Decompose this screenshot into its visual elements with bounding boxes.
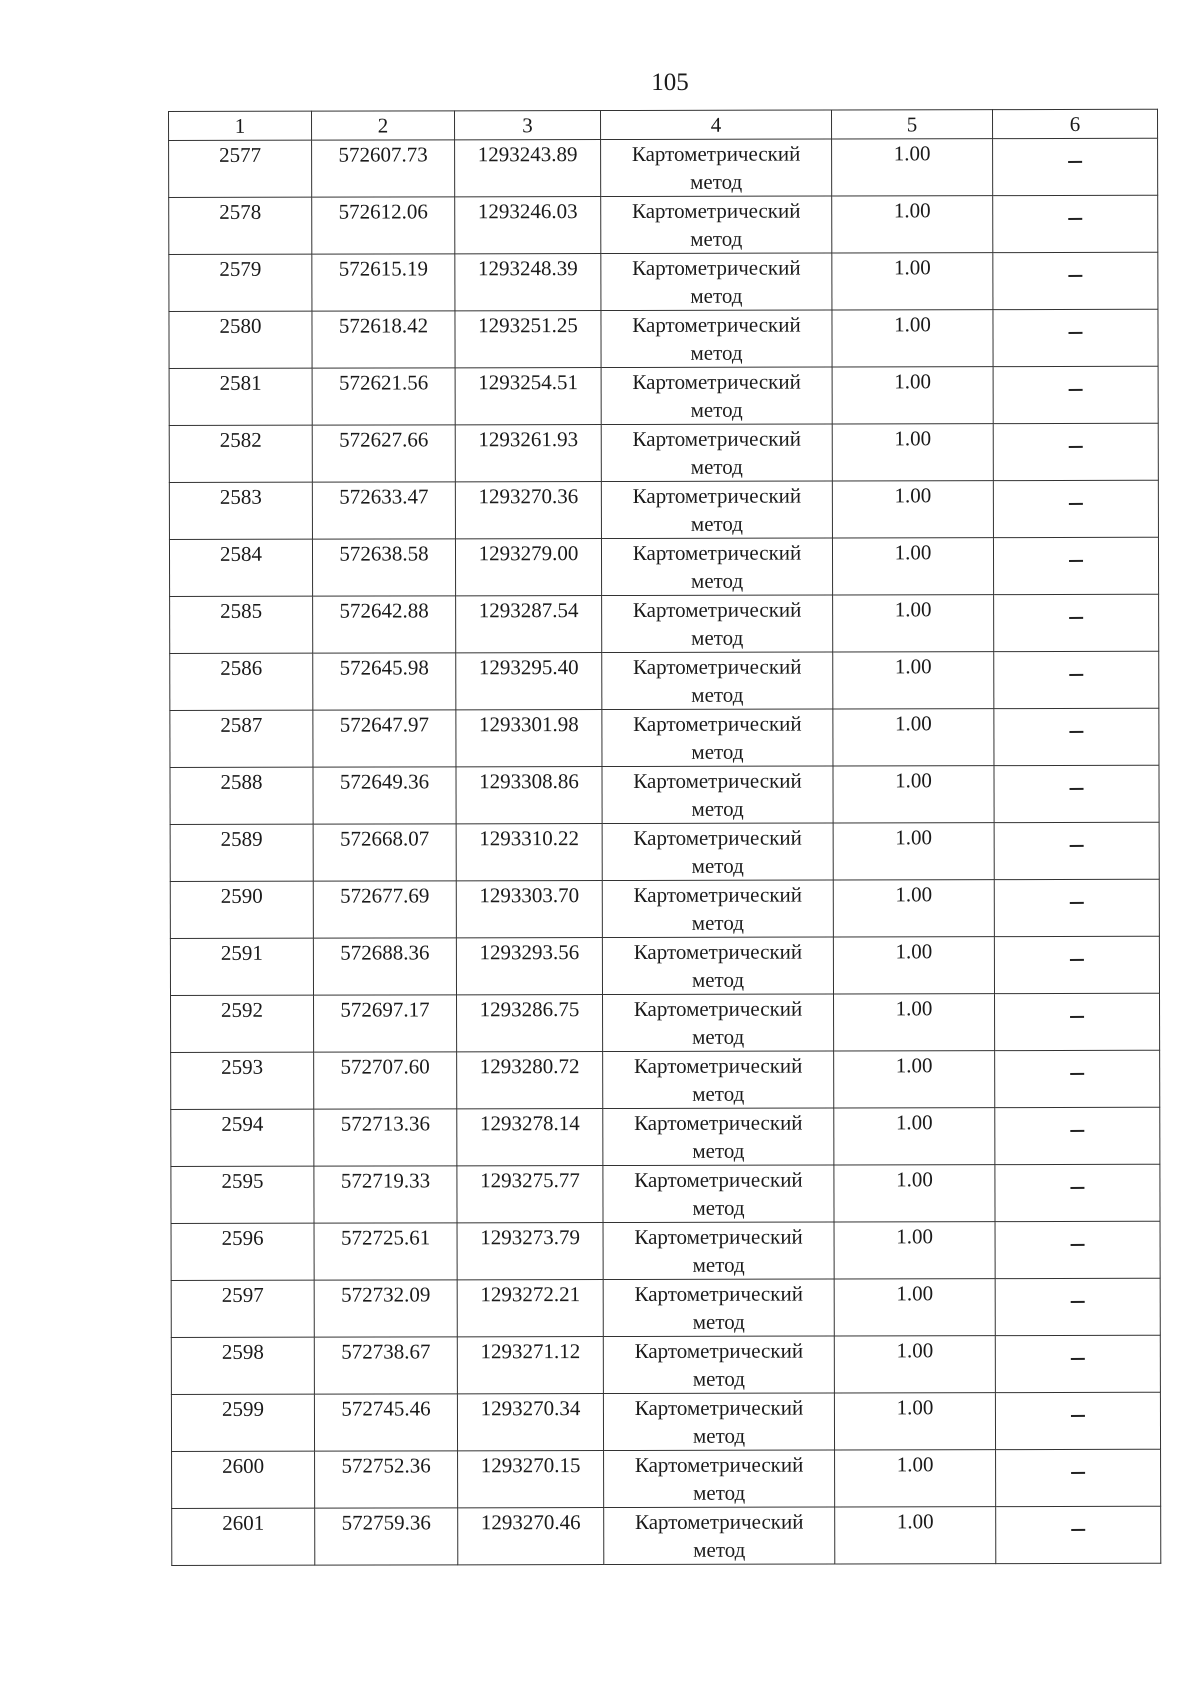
point-number-cell: 2579 [169,254,312,311]
empty-dash-mark [1071,1472,1085,1474]
method-line-2: метод [692,1081,745,1106]
method-line-1: Картометрический [634,1167,803,1192]
method-cell [601,481,832,539]
method-line-1: Картометрический [634,1338,804,1363]
accuracy-cell: 1.00 [834,1279,995,1336]
x-coordinate-cell: 572618.42 [312,311,455,368]
method-line-2: метод [691,853,744,878]
method-cell [603,1279,834,1337]
accuracy-cell: 1.00 [833,595,994,652]
point-number-cell: 2577 [169,140,312,197]
table-row [171,1392,1160,1451]
accuracy-cell: 1.00 [835,1507,996,1564]
method-line-2: метод [690,454,743,479]
method-line-2: метод [693,1537,746,1562]
accuracy-cell: 1.00 [834,1222,995,1279]
method-line-1: Картометрический [634,1509,804,1534]
accuracy-cell: 1.00 [832,424,993,481]
method-line-2: метод [691,910,744,935]
description-cell [995,1335,1160,1392]
method-line-1: Картометрический [633,939,803,964]
x-coordinate-cell: 572615.19 [312,254,455,311]
empty-dash-mark [1070,1016,1084,1018]
method-line-1: Картометрический [632,255,801,280]
point-number-cell: 2600 [172,1451,315,1508]
point-number-cell: 2586 [170,653,313,710]
y-coordinate-cell: 1293287.54 [456,596,602,653]
empty-dash-mark [1070,788,1084,790]
y-coordinate-cell: 1293278.14 [457,1109,603,1166]
point-number-cell: 2598 [171,1337,314,1394]
table-row [170,936,1159,995]
method-line-1: Картометрический [633,825,802,850]
table-row [169,423,1158,482]
accuracy-cell: 1.00 [832,196,993,253]
table-row [169,366,1158,425]
accuracy-cell: 1.00 [834,1165,995,1222]
accuracy-cell: 1.00 [832,481,993,538]
method-line-1: Картометрический [634,1281,803,1306]
method-line-1: Картометрический [634,1110,803,1135]
column-header: 2 [312,111,455,140]
table-row [169,138,1158,197]
y-coordinate-cell: 1293303.70 [456,881,602,938]
accuracy-cell: 1.00 [834,1336,995,1393]
accuracy-cell: 1.00 [833,766,994,823]
method-line-2: метод [690,568,744,593]
table-row [170,594,1159,653]
method-cell [604,1450,835,1508]
empty-dash-mark [1071,1301,1085,1303]
description-cell [993,366,1158,423]
method-cell [601,310,832,368]
method-line-1: Картометрический [633,882,803,907]
x-coordinate-cell: 572668.07 [313,824,456,881]
method-line-2: метод [692,1309,745,1334]
description-cell [995,1050,1160,1107]
description-cell [993,252,1158,309]
empty-dash-mark [1071,1358,1085,1360]
page-number: 105 [651,69,689,96]
x-coordinate-cell: 572738.67 [314,1337,457,1394]
description-cell [994,936,1159,993]
method-line-1: Картометрический [632,540,802,565]
x-coordinate-cell: 572649.36 [313,767,456,824]
method-cell [601,367,832,425]
y-coordinate-cell: 1293301.98 [456,710,602,767]
y-coordinate-cell: 1293273.79 [457,1223,603,1280]
table-row [171,993,1160,1052]
empty-dash-mark [1069,446,1083,448]
method-cell [602,823,833,881]
x-coordinate-cell: 572725.61 [314,1223,457,1280]
point-number-cell: 2587 [170,710,313,767]
method-cell [604,1507,835,1565]
table-row [169,537,1158,596]
point-number-cell: 2593 [171,1052,314,1109]
table-row [170,651,1159,710]
x-coordinate-cell: 572697.17 [314,995,457,1052]
point-number-cell: 2594 [171,1109,314,1166]
x-coordinate-cell: 572732.09 [314,1280,457,1337]
point-number-cell: 2597 [171,1280,314,1337]
description-cell [994,822,1159,879]
table-row [169,480,1158,539]
table-row [172,1506,1161,1565]
x-coordinate-cell: 572707.60 [314,1052,457,1109]
y-coordinate-cell: 1293243.89 [455,140,601,197]
accuracy-cell: 1.00 [834,1393,995,1450]
accuracy-cell: 1.00 [835,1450,996,1507]
empty-dash-mark [1071,1244,1085,1246]
method-line-2: метод [692,1366,745,1391]
y-coordinate-cell: 1293295.40 [456,653,602,710]
y-coordinate-cell: 1293254.51 [455,368,601,425]
description-cell [995,1392,1160,1449]
description-cell [995,1164,1160,1221]
table-row [171,1050,1160,1109]
method-cell [603,1108,834,1166]
method-cell [602,937,833,995]
x-coordinate-cell: 572633.47 [312,482,455,539]
point-number-cell: 2581 [169,368,312,425]
empty-dash-mark [1070,1073,1084,1075]
method-line-1: Картометрический [633,711,802,736]
accuracy-cell: 1.00 [832,538,993,595]
column-header: 5 [831,110,992,139]
description-cell [995,1278,1160,1335]
x-coordinate-cell: 572621.56 [312,368,455,425]
method-cell [603,1165,834,1223]
method-cell [603,994,834,1052]
empty-dash-mark [1070,1187,1084,1189]
table-row [170,822,1159,881]
method-cell [601,253,832,311]
accuracy-cell: 1.00 [834,994,995,1051]
x-coordinate-cell: 572645.98 [313,653,456,710]
table-row [171,1164,1160,1223]
y-coordinate-cell: 1293246.03 [455,197,601,254]
description-cell [993,537,1158,594]
method-line-2: метод [690,511,744,536]
method-cell [603,1222,834,1280]
method-line-1: Картометрический [634,1224,803,1249]
table-row [171,1107,1160,1166]
accuracy-cell: 1.00 [833,709,994,766]
method-cell [601,139,832,197]
empty-dash-mark [1069,617,1083,619]
table-header-row [169,109,1158,140]
x-coordinate-cell: 572642.88 [313,596,456,653]
table-row [171,1335,1160,1394]
y-coordinate-cell: 1293251.25 [455,311,601,368]
empty-dash-mark [1071,1529,1085,1531]
description-cell [993,480,1158,537]
accuracy-cell: 1.00 [833,880,994,937]
empty-dash-mark [1068,161,1082,163]
x-coordinate-cell: 572677.69 [313,881,456,938]
description-cell [994,765,1159,822]
empty-dash-mark [1069,674,1083,676]
method-line-2: метод [690,283,743,308]
empty-dash-mark [1068,275,1082,277]
column-header: 6 [992,109,1157,138]
table-row [169,309,1158,368]
method-line-2: метод [691,967,745,992]
column-header: 1 [169,111,312,140]
empty-dash-mark [1069,560,1083,562]
empty-dash-mark [1070,845,1084,847]
method-line-1: Картометрический [633,1053,803,1078]
point-number-cell: 2599 [171,1394,314,1451]
method-line-1: Картометрический [632,426,802,451]
table-row [170,765,1159,824]
method-cell [601,196,832,254]
method-line-1: Картометрический [633,768,802,793]
description-cell [993,195,1158,252]
method-cell [603,1336,834,1394]
accuracy-cell: 1.00 [833,652,994,709]
method-line-1: Картометрический [632,597,802,622]
accuracy-cell: 1.00 [832,310,993,367]
table-row [170,879,1159,938]
table-row [169,195,1158,254]
point-number-cell: 2595 [171,1166,314,1223]
y-coordinate-cell: 1293261.93 [455,425,601,482]
method-cell [601,424,832,482]
method-line-1: Картометрический [631,141,801,166]
y-coordinate-cell: 1293308.86 [456,767,602,824]
method-cell [603,1051,834,1109]
y-coordinate-cell: 1293271.12 [457,1337,603,1394]
empty-dash-mark [1070,1130,1084,1132]
empty-dash-mark [1069,332,1083,334]
x-coordinate-cell: 572719.33 [314,1166,457,1223]
description-cell [995,1221,1160,1278]
method-line-2: метод [690,169,743,194]
point-number-cell: 2590 [170,881,313,938]
description-cell [994,594,1159,651]
table-row [171,1278,1160,1337]
method-cell [602,880,833,938]
method-line-1: Картометрический [634,1395,804,1420]
table-row [172,1449,1161,1508]
table-row [170,708,1159,767]
description-cell [993,423,1158,480]
point-number-cell: 2580 [169,311,312,368]
y-coordinate-cell: 1293310.22 [456,824,602,881]
description-cell [995,993,1160,1050]
method-line-2: метод [692,1024,745,1049]
method-line-1: Картометрический [633,654,802,679]
accuracy-cell: 1.00 [832,367,993,424]
y-coordinate-cell: 1293286.75 [457,995,603,1052]
empty-dash-mark [1068,218,1082,220]
accuracy-cell: 1.00 [832,253,993,310]
point-number-cell: 2583 [169,482,312,539]
point-number-cell: 2582 [169,425,312,482]
y-coordinate-cell: 1293279.00 [455,539,601,596]
x-coordinate-cell: 572607.73 [312,140,455,197]
y-coordinate-cell: 1293270.15 [458,1451,604,1508]
x-coordinate-cell: 572688.36 [313,938,456,995]
method-line-1: Картометрический [632,369,801,394]
description-cell [994,651,1159,708]
x-coordinate-cell: 572638.58 [312,539,455,596]
method-line-1: Картометрический [632,483,802,508]
x-coordinate-cell: 572752.36 [315,1451,458,1508]
y-coordinate-cell: 1293275.77 [457,1166,603,1223]
empty-dash-mark [1069,503,1083,505]
point-number-cell: 2585 [170,596,313,653]
description-cell [994,879,1159,936]
empty-dash-mark [1069,731,1083,733]
column-header: 3 [455,111,601,140]
point-number-cell: 2591 [170,938,313,995]
description-cell [995,1107,1160,1164]
x-coordinate-cell: 572713.36 [314,1109,457,1166]
point-number-cell: 2589 [170,824,313,881]
method-line-2: метод [690,397,743,422]
empty-dash-mark [1070,902,1084,904]
method-line-1: Картометрический [632,312,801,337]
method-cell [602,766,833,824]
method-line-2: метод [690,340,743,365]
method-cell [601,538,832,596]
y-coordinate-cell: 1293280.72 [457,1052,603,1109]
x-coordinate-cell: 572647.97 [313,710,456,767]
y-coordinate-cell: 1293270.34 [457,1394,603,1451]
y-coordinate-cell: 1293270.46 [458,1508,604,1565]
method-cell [602,595,833,653]
accuracy-cell: 1.00 [833,823,994,880]
point-number-cell: 2601 [172,1508,315,1565]
description-cell [993,309,1158,366]
point-number-cell: 2584 [169,539,312,596]
method-line-2: метод [691,796,744,821]
point-number-cell: 2588 [170,767,313,824]
empty-dash-mark [1069,389,1083,391]
method-line-2: метод [691,682,744,707]
y-coordinate-cell: 1293248.39 [455,254,601,311]
method-line-2: метод [693,1480,746,1505]
x-coordinate-cell: 572627.66 [312,425,455,482]
method-cell [602,652,833,710]
y-coordinate-cell: 1293272.21 [457,1280,603,1337]
x-coordinate-cell: 572759.36 [315,1508,458,1565]
accuracy-cell: 1.00 [834,1108,995,1165]
method-line-2: метод [691,739,744,764]
empty-dash-mark [1070,959,1084,961]
accuracy-cell: 1.00 [832,139,993,196]
method-line-2: метод [692,1423,746,1448]
coordinates-table [168,109,1161,1566]
method-line-2: метод [691,625,744,650]
x-coordinate-cell: 572745.46 [314,1394,457,1451]
method-line-2: метод [690,226,743,251]
method-cell [602,709,833,767]
method-line-2: метод [692,1195,745,1220]
accuracy-cell: 1.00 [833,937,994,994]
description-cell [996,1449,1161,1506]
point-number-cell: 2596 [171,1223,314,1280]
description-cell [994,708,1159,765]
method-line-1: Картометрический [633,996,803,1021]
table-row [171,1221,1160,1280]
point-number-cell: 2578 [169,197,312,254]
y-coordinate-cell: 1293293.56 [456,938,602,995]
y-coordinate-cell: 1293270.36 [455,482,601,539]
accuracy-cell: 1.00 [834,1051,995,1108]
method-line-2: метод [692,1138,745,1163]
description-cell [996,1506,1161,1563]
method-line-2: метод [692,1252,745,1277]
empty-dash-mark [1071,1415,1085,1417]
description-cell [993,138,1158,195]
method-line-1: Картометрический [631,198,801,223]
table-row [169,252,1158,311]
method-cell [603,1393,834,1451]
column-header: 4 [601,110,832,140]
method-line-1: Картометрический [634,1452,804,1477]
x-coordinate-cell: 572612.06 [312,197,455,254]
point-number-cell: 2592 [171,995,314,1052]
